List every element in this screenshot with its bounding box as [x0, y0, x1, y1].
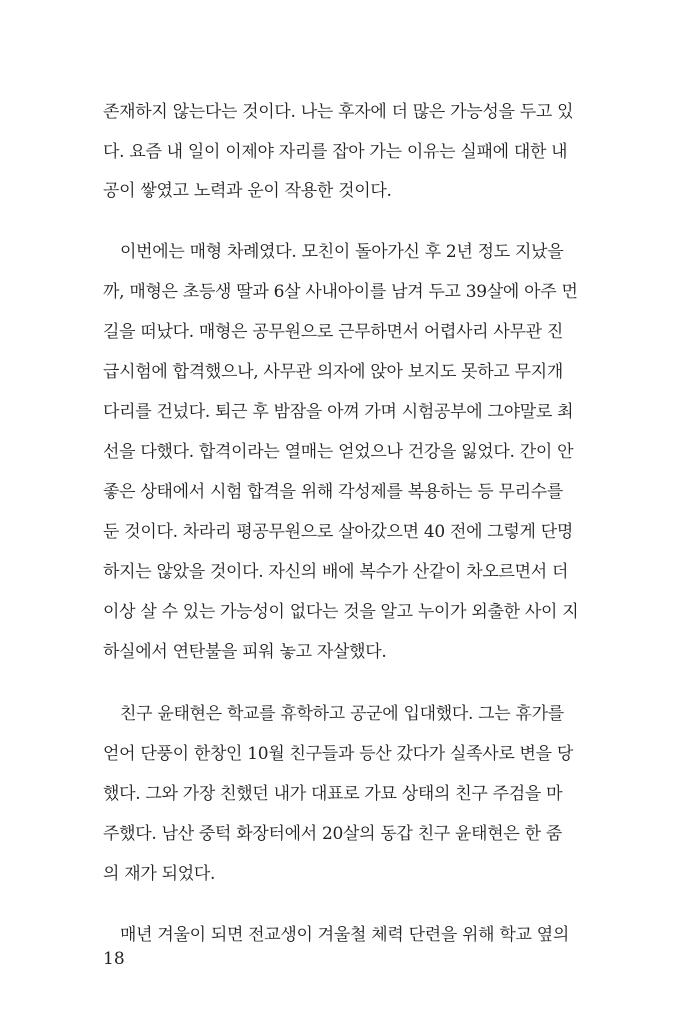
body-text-line: 길을 떠났다. 매형은 공무원으로 근무하면서 어렵사리 사무관 진	[103, 322, 564, 342]
page-number: 18	[103, 949, 125, 969]
body-text-line: 이상 살 수 있는 가능성이 없다는 것을 알고 누이가 외출한 사이 지	[103, 602, 579, 622]
body-text-line: 의 재가 되었다.	[103, 864, 216, 884]
body-text-line: 하지는 않았을 것이다. 자신의 배에 복수가 산같이 차오르면서 더	[103, 562, 569, 582]
body-text-line: 다. 요즘 내 일이 이제야 자리를 잡아 가는 이유는 실패에 대한 내	[103, 142, 568, 162]
body-text-line: 존재하지 않는다는 것이다. 나는 후자에 더 많은 가능성을 두고 있	[103, 102, 574, 122]
body-text-line: 좋은 상태에서 시험 합격을 위해 각성제를 복용하는 등 무리수를	[103, 482, 564, 502]
body-text-line: 주했다. 남산 중턱 화장터에서 20살의 동갑 친구 윤태현은 한 줌	[103, 824, 562, 844]
body-text-line: 공이 쌓였고 노력과 운이 작용한 것이다.	[103, 181, 392, 201]
body-text-line: 얻어 단풍이 한창인 10월 친구들과 등산 갔다가 실족사로 변을 당	[103, 744, 574, 764]
body-text-line: 선을 다했다. 합격이라는 열매는 얻었으나 건강을 잃었다. 간이 안	[103, 442, 574, 462]
body-text-line: 했다. 그와 가장 친했던 내가 대표로 가묘 상태의 친구 주검을 마	[103, 784, 563, 804]
body-text-line: 까, 매형은 초등생 딸과 6살 사내아이를 남겨 두고 39살에 아주 먼	[103, 282, 578, 302]
body-text-line: 하실에서 연탄불을 피워 놓고 자살했다.	[103, 642, 387, 662]
body-text-line: 급시험에 합격했으나, 사무관 의자에 앉아 보지도 못하고 무지개	[103, 362, 564, 382]
body-text-line: 이번에는 매형 차례였다. 모친이 돌아가신 후 2년 정도 지났을	[120, 242, 564, 262]
body-text-line: 친구 윤태현은 학교를 휴학하고 공군에 입대했다. 그는 휴가를	[120, 704, 564, 724]
body-text-line: 둔 것이다. 차라리 평공무원으로 살아갔으면 40 전에 그렇게 단명	[103, 522, 574, 542]
body-text-line: 다리를 건넜다. 퇴근 후 밤잠을 아껴 가며 시험공부에 그야말로 최	[103, 402, 574, 422]
body-text-line: 매년 겨울이 되면 전교생이 겨울철 체력 단련을 위해 학교 옆의	[120, 925, 569, 945]
